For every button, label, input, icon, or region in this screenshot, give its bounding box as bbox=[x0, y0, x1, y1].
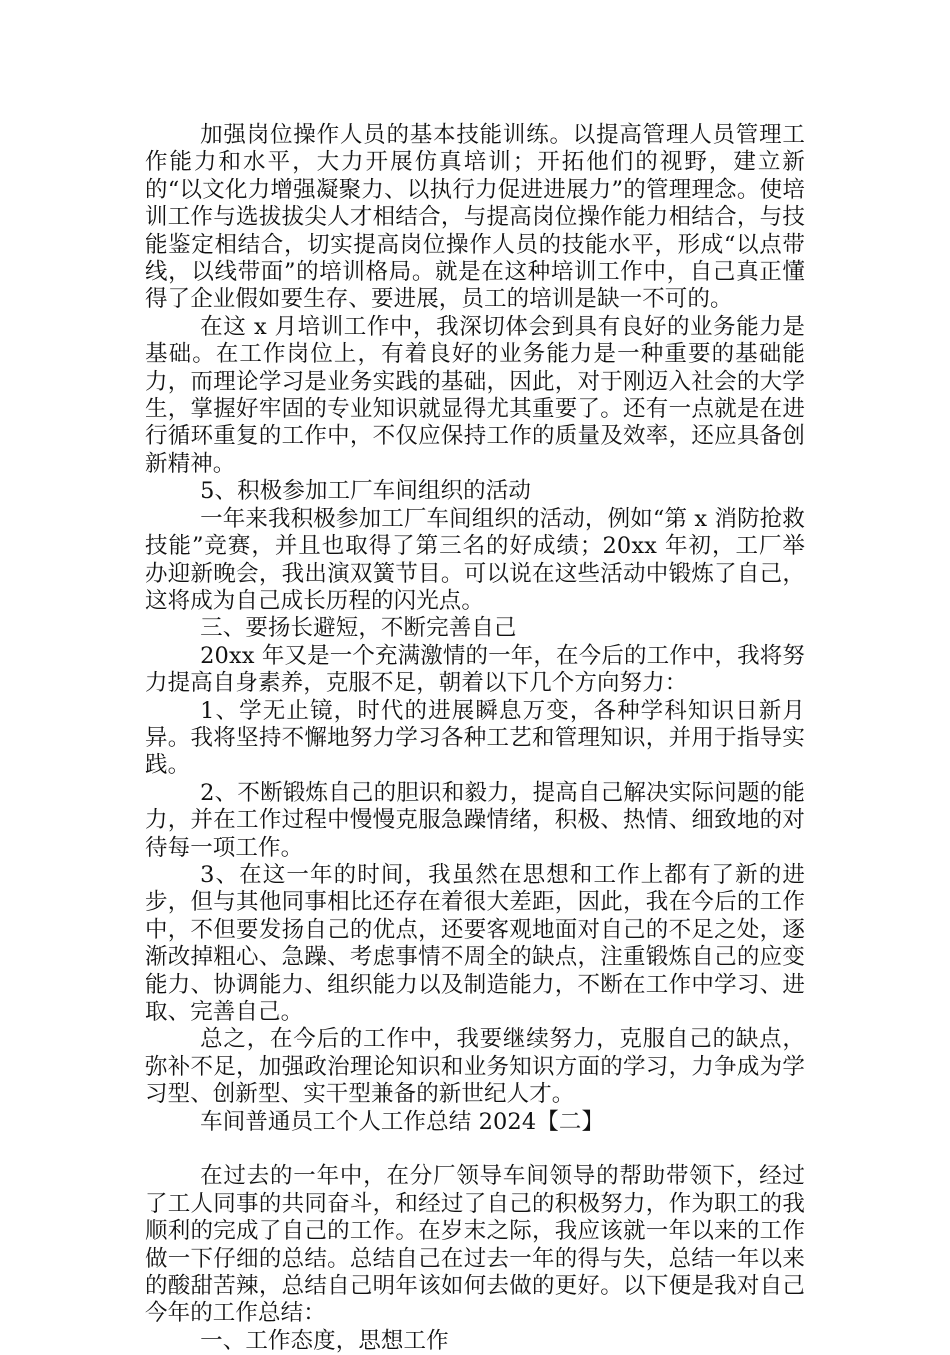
list-item-1: 1、学无止镜，时代的进展瞬息万变，各种学科知识日新月异。我将坚持不懈地努力学习各种工艺和管理知识，并用于指导实践。 bbox=[145, 697, 805, 779]
paragraph-new-year: 20xx 年又是一个充满激情的一年，在今后的工作中，我将努力提高自身素养，克服不足，朝着以下几个方向努力： bbox=[145, 642, 805, 697]
paragraph-intro-part-two: 在过去的一年中，在分厂领导车间领导的帮助带领下，经过了工人同事的共同奋斗，和经过了自己的积极努力，作为职工的我顺利的完成了自己的工作。在岁末之际，我应该就一年以来的工作做一下仔细的总结。总结自己在过去一年的得与失，总结一年以来的酸甜苦辣，总结自己明年该如何去做的更好。以下便是我对自己今年的工作总结： bbox=[145, 1163, 805, 1327]
paragraph-skill-training: 加强岗位操作人员的基本技能训练。以提高管理人员管理工作能力和水平，大力开展仿真培训；开拓他们的视野，建立新的“以文化力增强凝聚力、以执行力促进进展力”的管理理念。使培训工作与选拔拔尖人才相结合，与提高岗位操作能力相结合，与技能鉴定相结合，切实提高岗位操作人员的技能水平，形成“以点带线，以线带面”的培训格局。就是在这种培训工作中，自己真正懂得了企业假如要生存、要进展，员工的培训是缺一不可的。 bbox=[145, 122, 805, 313]
document-body bbox=[145, 122, 805, 1355]
paragraph-conclusion: 总之，在今后的工作中，我要继续努力，克服自己的缺点，弥补不足，加强政治理论知识和业务知识方面的学习，力争成为学习型、创新型、实干型兼备的新世纪人才。 bbox=[145, 1026, 805, 1108]
section-title-part-two: 车间普通员工个人工作总结 2024【二】 bbox=[200, 1108, 605, 1135]
heading-section-three: 三、要扬长避短，不断完善自己 bbox=[200, 615, 517, 642]
paragraph-training-experience: 在这 x 月培训工作中，我深切体会到具有良好的业务能力是基础。在工作岗位上，有着良好的业务能力是一种重要的基础能力，而理论学习是业务实践的基础，因此，对于刚迈入社会的大学生，掌握好牢固的专业知识就显得尤其重要了。还有一点就是在进行循环重复的工作中，不仅应保持工作的质量及效率，还应具备创新精神。 bbox=[145, 313, 805, 477]
paragraph-activities: 一年来我积极参加工厂车间组织的活动，例如“第 x 消防抢救技能”竞赛，并且也取得了第三名的好成绩；20xx 年初，工厂举办迎新晚会，我出演双簧节目。可以说在这些活动中锻炼了自己，这将成为自己成长历程的闪光点。 bbox=[145, 505, 805, 614]
list-item-2: 2、不断锻炼自己的胆识和毅力，提高自己解决实际问题的能力，并在工作过程中慢慢克服急躁情绪，积极、热情、细致地的对待每一项工作。 bbox=[145, 779, 805, 861]
heading-activities: 5、积极参加工厂车间组织的活动 bbox=[200, 478, 531, 505]
heading-work-attitude: 一、工作态度，思想工作 bbox=[200, 1327, 449, 1354]
blank-line bbox=[145, 1136, 805, 1163]
list-item-3: 3、在这一年的时间，我虽然在思想和工作上都有了新的进步，但与其他同事相比还存在着很大差距，因此，我在今后的工作中，不但要发扬自己的优点，还要客观地面对自己的不足之处，逐渐改掉粗心、急躁、考虑事情不周全的缺点，注重锻炼自己的应变能力、协调能力、组织能力以及制造能力，不断在工作中学习、进取、完善自己。 bbox=[145, 861, 805, 1025]
